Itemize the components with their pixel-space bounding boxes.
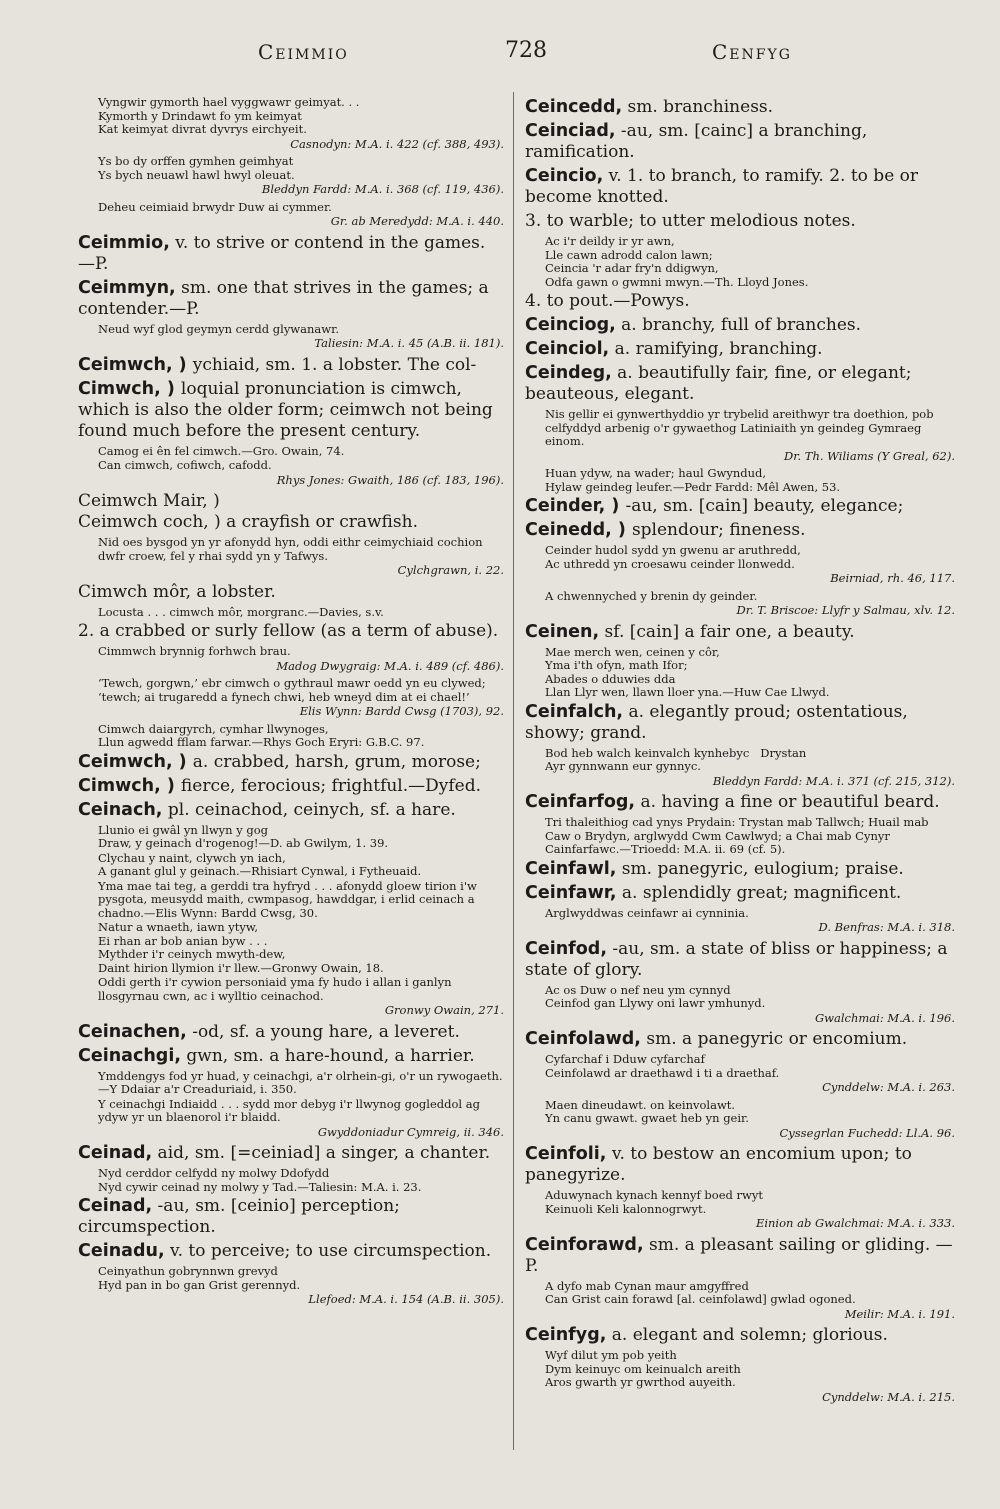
entry-headword: Ceimwch, ) (78, 354, 193, 375)
citation-source: Taliesin: M.A. i. 45 (A.B. ii. 181). (314, 336, 504, 350)
entry-definition: 2. a crabbed or surly fellow (as a term of abuse). (78, 621, 499, 641)
entry-definition: -od, sf. a young hare, a leveret. (186, 1021, 460, 1042)
citation-quote: Mae merch wen, ceinen y côr, Yma i'th ofyn, math Ifor; Abades o dduwies dda Llan Llyr wen, llawn lloer yna.—Huw Cae Llwyd. (545, 644, 830, 699)
entry-definition: a. splendidly great; magnificent. (616, 882, 902, 903)
citation-quote: Huan ydyw, na wader; haul Gwyndud, Hylaw geindeg leufer.—Pedr Fardd: Mêl Awen, 53. (545, 466, 841, 494)
entry-definition: a. ramifying, branching. (609, 339, 823, 359)
citation-source: Rhys Jones: Gwaith, 186 (cf. 183, 196). (276, 472, 504, 487)
entry-definition: a. crabbed, harsh, grum, morose; (192, 751, 481, 772)
entry-headword: Ceinfalch, (525, 701, 624, 722)
entry-headword: Ceinadu, (78, 1241, 165, 1261)
entry-definition: sm. a panegyric or encomium. (640, 1029, 908, 1049)
dictionary-entry (525, 622, 955, 643)
dictionary-entry (78, 355, 504, 376)
entry-definition: sf. [cain] a fair one, a beauty. (599, 621, 855, 642)
dictionary-entry (525, 859, 955, 880)
citation-quote: Ys bo dy orffen gymhen geimhyat Ys bych neuawl hawl hwyl oleuat. (98, 154, 295, 182)
entry-headword: Ceincedd, (525, 97, 623, 117)
entry-definition: sm. a pleasant sailing or gliding. —P. (525, 1234, 953, 1276)
dictionary-entry (78, 621, 504, 642)
dictionary-entry (525, 363, 955, 405)
entry-definition: loquial pronunciation is cimwch, which is also the older form; ceimwch not being found much before the present century. (78, 378, 499, 441)
entry-definition: v. to perceive; to use circumspection. (164, 1241, 492, 1261)
citation-source: Dr. Th. Wiliams (Y Greal, 62). (784, 448, 955, 463)
citation-quote: Locusta . . . cimwch môr, morgranc.—Davies, s.v. (98, 604, 384, 619)
entry-headword: Ceinfarfog, (525, 792, 636, 812)
left-column (78, 95, 504, 1311)
header-right-word: Cenfyg (712, 40, 792, 64)
entry-definition: Ceimwch Mair, ) Ceimwch coch, ) a crayfish or crawfish. (78, 491, 418, 532)
dictionary-entry (525, 121, 955, 163)
citation-quote: Can cimwch, cofiwch, cafodd. (98, 458, 272, 472)
entry-headword: Ceimwch, ) (78, 751, 193, 772)
entry-headword: Ceimmio, (78, 232, 170, 253)
dictionary-entry (78, 1046, 504, 1067)
entry-headword: Ceinciol, (525, 339, 610, 359)
dictionary-entry (78, 379, 504, 442)
entry-headword: Ceinedd, ) (525, 520, 632, 540)
entry-definition: aid, sm. [=ceiniad] a singer, a chanter. (152, 1143, 491, 1163)
citation-quote: Ymddengys fod yr huad, y ceinachgi, a'r olrhein-gi, o'r un rywogaeth.—Y Ddaiar a'r Creaduriaid, i. 350. (98, 1068, 503, 1096)
entry-definition: -au, sm. a state of bliss or happiness; a state of glory. (525, 938, 953, 980)
citation-quote: Llunio ei gwâl yn llwyn y gog Draw, y geinach d'rogenog!—D. ab Gwilym, 1. 39. (98, 822, 389, 850)
entry-definition: sm. panegyric, eulogium; praise. (616, 858, 904, 879)
dictionary-entry (78, 1143, 504, 1164)
citation-quote: Arglwyddwas ceinfawr ai cynninia. (545, 905, 749, 920)
citation-quote: Cimwch daiargyrch, cymhar llwynoges, Llun agwedd fflam farwar.—Rhys Goch Eryri: G.B.C. 97. (98, 721, 425, 749)
dictionary-entry (78, 491, 504, 533)
citation-quote: A chwennyched y brenin dy geinder. (545, 588, 758, 603)
dictionary-entry (525, 1325, 955, 1346)
citation-quote: Aduwynach kynach kennyf boed rwyt Keinuoli Keli kalonnogrwyt. (545, 1188, 763, 1216)
entry-headword: Ceinciog, (525, 315, 616, 335)
column-divider (513, 92, 514, 1450)
dictionary-entry (78, 582, 504, 603)
citation-source: Einion ab Gwalchmai: M.A. i. 333. (755, 1216, 955, 1230)
right-column (525, 95, 955, 1408)
entry-definition: splendour; fineness. (631, 520, 806, 540)
citation-quote: Deheu ceimiaid brwydr Duw ai cymmer. (98, 199, 332, 214)
entry-definition: 4. to pout.—Powys. (525, 291, 690, 311)
citation-source: Cylchgrawn, i. 22. (397, 563, 504, 577)
citation-source: Cynddelw: M.A. i. 263. (822, 1080, 955, 1094)
entry-headword: Cimwch, ) (78, 378, 181, 399)
dictionary-entry (78, 278, 504, 320)
dictionary-entry (78, 1241, 504, 1262)
dictionary-entry (525, 211, 955, 232)
entry-headword: Ceindeg, (525, 363, 612, 383)
citation-quote: Natur a wnaeth, iawn ytyw, Ei rhan ar bob anian byw . . . Mythder i'r ceinych mwyth-dew, Daint hirion llymion i'r llew.—Gronwy Owain, 18. (98, 920, 384, 975)
dictionary-entry (78, 233, 504, 275)
citation-quote: Y ceinachgi Indiaidd . . . sydd mor debyg i'r llwynog gogleddol ag ydyw yr un blaenorol i'r blaidd. (98, 1096, 484, 1124)
citation-quote: Yma mae tai teg, a gerddi tra hyfryd . . . afonydd gloew tirion i'w pysgota, meusydd maith, cwmpasog, hawddgar, i erlid ceinach a chadno.—Elis Wynn: Bardd Cwsg, 30. (98, 878, 481, 920)
entry-headword: Ceincio, (525, 166, 604, 186)
entry-headword: Ceinfod, (525, 938, 607, 959)
citation-quote: Maen dineudawt. on keinvolawt. Yn canu gwawt. gwaet heb yn geir. (545, 1097, 749, 1125)
dictionary-entry (525, 883, 955, 904)
citation-quote: Cyfarchaf i Dduw cyfarchaf Ceinfolawd ar draethawd i ti a draethaf. (545, 1052, 780, 1080)
citation-quote: Clychau y naint, clywch yn iach, A ganant glul y geinach.—Rhisiart Cynwal, i Fytheuaid. (98, 850, 422, 878)
entry-definition: pl. ceinachod, ceinych, sf. a hare. (162, 799, 456, 820)
dictionary-entry (525, 939, 955, 981)
citation-quote: Nyd cerddor celfydd ny molwy Ddofydd Nyd cywir ceinad ny molwy y Tad.—Taliesin: M.A. i. 23. (98, 1166, 422, 1194)
entry-definition: -au, sm. [cain] beauty, elegance; (625, 496, 904, 516)
citation-source: Cyssegrlan Fuchedd: Ll.A. 96. (779, 1125, 955, 1140)
citation-source: Llefoed: M.A. i. 154 (A.B. ii. 305). (308, 1292, 504, 1306)
citation-source: Bleddyn Fardd: M.A. i. 371 (cf. 215, 312). (712, 773, 955, 788)
citation-quote: Nid oes bysgod yn yr afonydd hyn, oddi eithr ceimychiaid cochion dwfr croew, fel y rhai sydd yn y Tafwys. (98, 535, 487, 563)
dictionary-entry (525, 291, 955, 312)
dictionary-entry (525, 1029, 955, 1050)
citation-source: Dr. T. Briscoe: Llyfr y Salmau, xlv. 12. (736, 603, 955, 617)
dictionary-entry (525, 792, 955, 813)
citation-source: Elis Wynn: Bardd Cwsg (1703), 92. (299, 704, 504, 718)
citation-quote: Wyf dilut ym pob yeith Dym keinuyc om keinualch areith Aros gwarth yr gwrthod auyeith. (545, 1348, 741, 1389)
dictionary-entry (78, 776, 504, 797)
entry-definition: -au, sm. [cainc] a branching, ramification. (525, 121, 873, 162)
citation-quote: ‘Tewch, gorgwn,’ ebr cimwch o gythraul mawr oedd yn eu clywed; ‘tewch; ai trugaredd a fynech chwi, heb wneyd dim at ei chael!’ (98, 676, 490, 704)
citation-quote: Bod heb walch keinvalch kynhebyc Drystan Ayr gynnwann eur gynnyc. (545, 745, 807, 773)
entry-definition: v. 1. to branch, to ramify. 2. to be or become knotted. (525, 166, 924, 207)
citation-source: Beirniad, rh. 46, 117. (830, 571, 955, 585)
entry-headword: Ceinfawl, (525, 858, 617, 879)
citation-source: Casnodyn: M.A. i. 422 (cf. 388, 493). (290, 136, 504, 151)
citation-source: Bleddyn Fardd: M.A. i. 368 (cf. 119, 436). (261, 182, 504, 196)
citation-quote: Ceinder hudol sydd yn gwenu ar aruthredd, Ac uthredd yn croesawu ceinder llonwedd. (545, 543, 801, 571)
entry-headword: Cimwch, ) (78, 775, 181, 796)
citation-source: Gr. ab Meredydd: M.A. i. 440. (330, 214, 504, 228)
entry-definition: a. elegant and solemn; glorious. (606, 1325, 888, 1345)
entry-headword: Ceinforawd, (525, 1234, 644, 1255)
citation-source: Meilir: M.A. i. 191. (844, 1306, 955, 1321)
dictionary-entry (525, 496, 955, 517)
entry-headword: Ceinfoli, (525, 1144, 607, 1164)
entry-definition: v. to bestow an encomium upon; to panegyrize. (525, 1144, 918, 1185)
dictionary-entry (525, 315, 955, 336)
entry-headword: Ceinfolawd, (525, 1029, 641, 1049)
entry-definition: v. to strive or contend in the games. —P. (78, 232, 491, 274)
citation-quote: Vyngwir gymorth hael vyggwawr geimyat. . . Kymorth y Drindawt fo ym keimyat Kat keimyat divrat dyvrys eirchyeit. (98, 95, 360, 136)
entry-headword: Ceinfawr, (525, 882, 617, 903)
citation-source: D. Benfras: M.A. i. 318. (818, 920, 955, 934)
citation-quote: A dyfo mab Cynan maur amgyffred Can Grist cain forawd [al. ceinfolawd] gwlad ogoned. (545, 1278, 856, 1306)
citation-quote: Ceinyathun gobrynnwn grevyd Hyd pan in bo gan Grist gerennyd. (98, 1264, 301, 1292)
dictionary-entry (525, 97, 955, 118)
entry-headword: Ceinen, (525, 621, 600, 642)
citation-source: Cynddelw: M.A. i. 215. (822, 1389, 955, 1404)
dictionary-entry (78, 752, 504, 773)
entry-definition: gwn, sm. a hare-hound, a harrier. (180, 1045, 475, 1066)
entry-definition: fierce, ferocious; frightful.—Dyfed. (180, 775, 482, 796)
entry-headword: Ceinad, (78, 1196, 153, 1216)
citation-quote: Nis gellir ei gynwerthyddio yr trybelid areithwyr tra doethion, pob celfyddyd arbenig o'r gywaethog Latiniaith yn geindeg Gymraeg einom. (545, 407, 938, 448)
citation-source: Madog Dwygraig: M.A. i. 489 (cf. 486). (276, 658, 504, 673)
entry-definition: Cimwch môr, a lobster. (78, 581, 276, 602)
entry-definition: ychiaid, sm. 1. a lobster. The col- (192, 354, 477, 375)
running-header (0, 40, 1000, 80)
entry-definition: sm. one that strives in the games; a contender.—P. (78, 277, 495, 319)
citation-quote: Ac os Duw o nef neu ym cynnyd Ceinfod gan Llywy oni lawr ymhunyd. (545, 982, 766, 1010)
dictionary-entry (78, 800, 504, 821)
entry-headword: Ceimmyn, (78, 277, 176, 298)
entry-definition: a. branchy, full of branches. (615, 315, 862, 335)
dictionary-entry (525, 1144, 955, 1186)
entry-definition: 3. to warble; to utter melodious notes. (525, 211, 856, 231)
entry-definition: a. having a fine or beautiful beard. (635, 792, 940, 812)
entry-headword: Ceinfyg, (525, 1325, 607, 1345)
page-number: 728 (505, 38, 547, 63)
dictionary-entry (525, 166, 955, 208)
citation-source: Gwalchmai: M.A. i. 196. (814, 1010, 955, 1025)
entry-headword: Ceinciad, (525, 121, 616, 141)
entry-headword: Ceinach, (78, 799, 163, 820)
citation-quote: Ac i'r deildy ir yr awn, Lle cawn adrodd calon lawn; Ceincia 'r adar fry'n ddigwyn, Odfa gawn o gwmni mwyn.—Th. Lloyd Jones. (545, 234, 809, 289)
citation-quote: Cimmwch brynnig forhwch brau. (98, 644, 291, 658)
dictionary-entry (78, 1196, 504, 1238)
entry-headword: Ceinachen, (78, 1021, 187, 1042)
entry-headword: Ceinad, (78, 1143, 153, 1163)
dictionary-entry (78, 1022, 504, 1043)
citation-quote: Neud wyf glod geymyn cerdd glywanawr. (98, 321, 340, 336)
citation-source: Gronwy Owain, 271. (384, 1003, 504, 1017)
dictionary-entry (525, 339, 955, 360)
entry-headword: Ceinder, ) (525, 496, 626, 516)
entry-definition: a. elegantly proud; ostentatious, showy; grand. (525, 701, 914, 743)
dictionary-entry (525, 1235, 955, 1277)
citation-quote: Camog ei ên fel cimwch.—Gro. Owain, 74. (98, 443, 345, 458)
entry-definition: -au, sm. [ceinio] perception; circumspection. (78, 1196, 406, 1237)
citation-source: Gwyddoniadur Cymreig, ii. 346. (317, 1124, 504, 1139)
entry-definition: sm. branchiness. (622, 97, 774, 117)
header-left-word: Ceimmio (258, 40, 349, 64)
entry-definition: a. beautifully fair, fine, or elegant; beauteous, elegant. (525, 363, 917, 404)
entry-headword: Ceinachgi, (78, 1045, 181, 1066)
dictionary-entry (525, 520, 955, 541)
citation-quote: Tri thaleithiog cad ynys Prydain: Trystan mab Tallwch; Huail mab Caw o Brydyn, arglwydd Cwm Cawlwyd; a Chai mab Cynyr Cainfarfawc.—Trioedd: M.A. ii. 69 (cf. 5). (545, 815, 933, 856)
citation-quote: Oddi gerth i'r cywion personiaid yma fy hudo i allan i ganlyn llosgyrnau cwn, ac i wylltio ceinachod. (98, 975, 456, 1003)
dictionary-entry (525, 702, 955, 744)
